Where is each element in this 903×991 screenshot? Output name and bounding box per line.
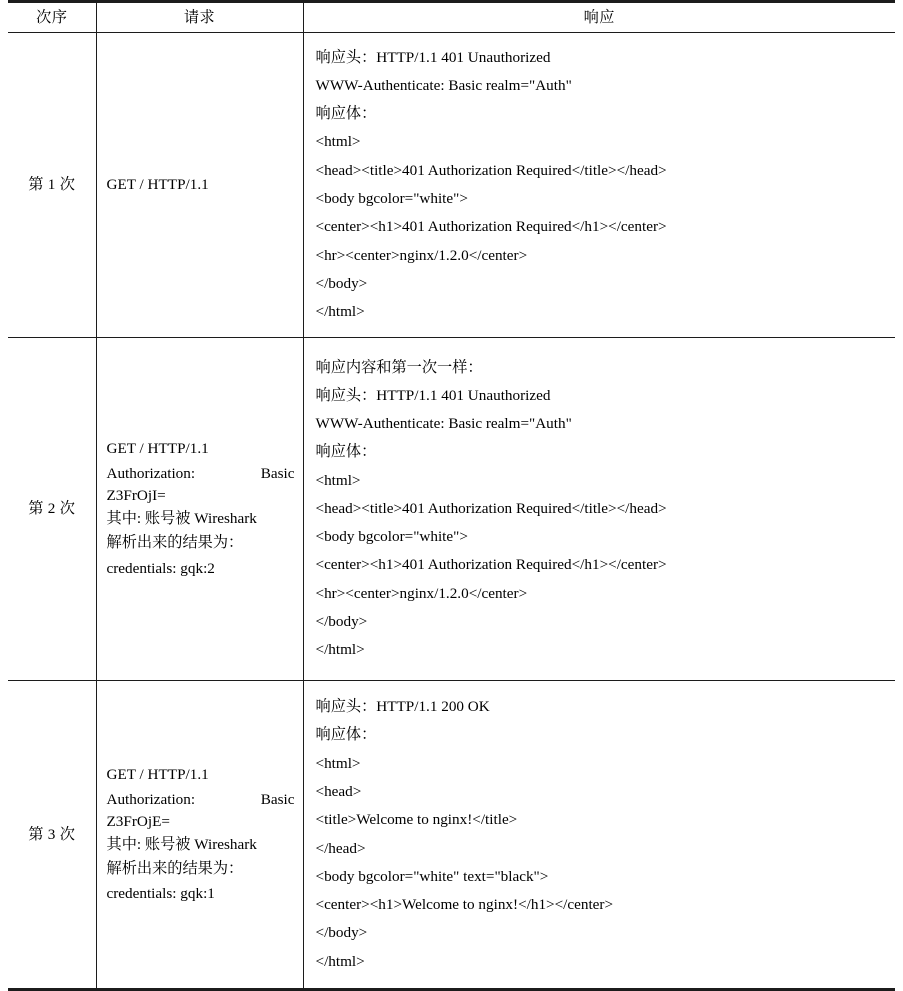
- response-cell: [303, 338, 895, 681]
- table-header-row: [8, 2, 895, 33]
- response-line: <html>: [315, 471, 361, 489]
- request-note-line-2: 解析出来的结果为：: [106, 859, 244, 877]
- response-line: <head><title>401 Authorization Required</title></head>: [315, 161, 667, 179]
- response-line: <hr><center>nginx/1.2.0</center>: [315, 246, 528, 264]
- request-line-authorization: [107, 789, 295, 811]
- response-line: <head>: [315, 782, 362, 800]
- request-block: [107, 761, 295, 909]
- response-line: <center><h1>401 Authorization Required</h1></center>: [315, 218, 667, 236]
- response-line: </body>: [315, 612, 368, 630]
- authorization-scheme: Basic: [260, 465, 295, 483]
- request-note-line-2: 解析出来的结果为：: [106, 534, 244, 552]
- http-auth-table: [8, 0, 895, 991]
- table-row: [8, 33, 895, 338]
- response-line: <title>Welcome to nginx!</title>: [315, 811, 518, 829]
- column-header-sequence: 次序: [8, 2, 96, 33]
- response-line: <hr><center>nginx/1.2.0</center>: [315, 584, 528, 602]
- column-header-request: 请求: [96, 2, 303, 33]
- response-line: <head><title>401 Authorization Required</title></head>: [315, 499, 667, 517]
- response-line: <body bgcolor="white">: [315, 190, 468, 207]
- authorization-scheme: Basic: [260, 790, 295, 808]
- response-line: 响应头：HTTP/1.1 401 Unauthorized: [315, 386, 551, 404]
- sequence-label: 第 3 次: [8, 681, 96, 990]
- response-line: 响应体：: [315, 443, 377, 461]
- request-cell: [96, 338, 303, 681]
- response-line: <center><h1>401 Authorization Required</h1></center>: [315, 556, 667, 574]
- request-line-method: GET / HTTP/1.1: [106, 175, 209, 193]
- response-line: </html>: [315, 641, 365, 659]
- response-line: WWW-Authenticate: Basic realm="Auth": [315, 415, 572, 433]
- response-cell: [303, 681, 895, 990]
- request-line-method: GET / HTTP/1.1: [106, 765, 209, 783]
- response-line: <html>: [315, 754, 361, 772]
- response-line: <html>: [315, 133, 361, 151]
- response-line: WWW-Authenticate: Basic realm="Auth": [315, 76, 572, 94]
- request-note-line-1: 其中: 账号被 Wireshark: [106, 835, 257, 853]
- request-block: [107, 435, 295, 583]
- response-line: <body bgcolor="white" text="black">: [315, 867, 549, 885]
- response-line: 响应内容和第一次一样：: [315, 358, 483, 376]
- response-line: <body bgcolor="white">: [315, 528, 468, 546]
- request-block: [107, 171, 295, 199]
- response-line: 响应体：: [315, 726, 377, 744]
- response-line: </body>: [315, 274, 368, 292]
- sequence-label: 第 2 次: [8, 338, 96, 681]
- request-line-method: GET / HTTP/1.1: [106, 440, 209, 458]
- response-line: 响应体：: [315, 105, 377, 123]
- table-row: [8, 338, 895, 681]
- request-cell: [96, 681, 303, 990]
- authorization-label: Authorization:: [106, 790, 196, 808]
- response-line: 响应头：HTTP/1.1 401 Unauthorized: [315, 48, 551, 66]
- response-cell: [303, 33, 895, 338]
- response-line: 响应头：HTTP/1.1 200 OK: [315, 698, 490, 716]
- authorization-label: Authorization:: [106, 465, 196, 483]
- decoded-credentials: credentials: gqk:1: [106, 885, 215, 903]
- sequence-label: 第 1 次: [8, 33, 96, 338]
- column-header-response: 响应: [303, 2, 895, 33]
- request-line-authorization: [107, 463, 295, 485]
- table-row: [8, 681, 895, 990]
- response-line: <center><h1>Welcome to nginx!</h1></center>: [315, 896, 614, 914]
- response-line: </body>: [315, 924, 368, 942]
- request-note-line-1: 其中: 账号被 Wireshark: [106, 510, 257, 528]
- response-line: </html>: [315, 303, 365, 321]
- response-line: </html>: [315, 952, 365, 970]
- authorization-credential-base64: Z3FrOjI=: [106, 487, 166, 505]
- authorization-credential-base64: Z3FrOjE=: [106, 812, 170, 830]
- decoded-credentials: credentials: gqk:2: [106, 559, 215, 577]
- response-line: </head>: [315, 839, 366, 857]
- request-cell: [96, 33, 303, 338]
